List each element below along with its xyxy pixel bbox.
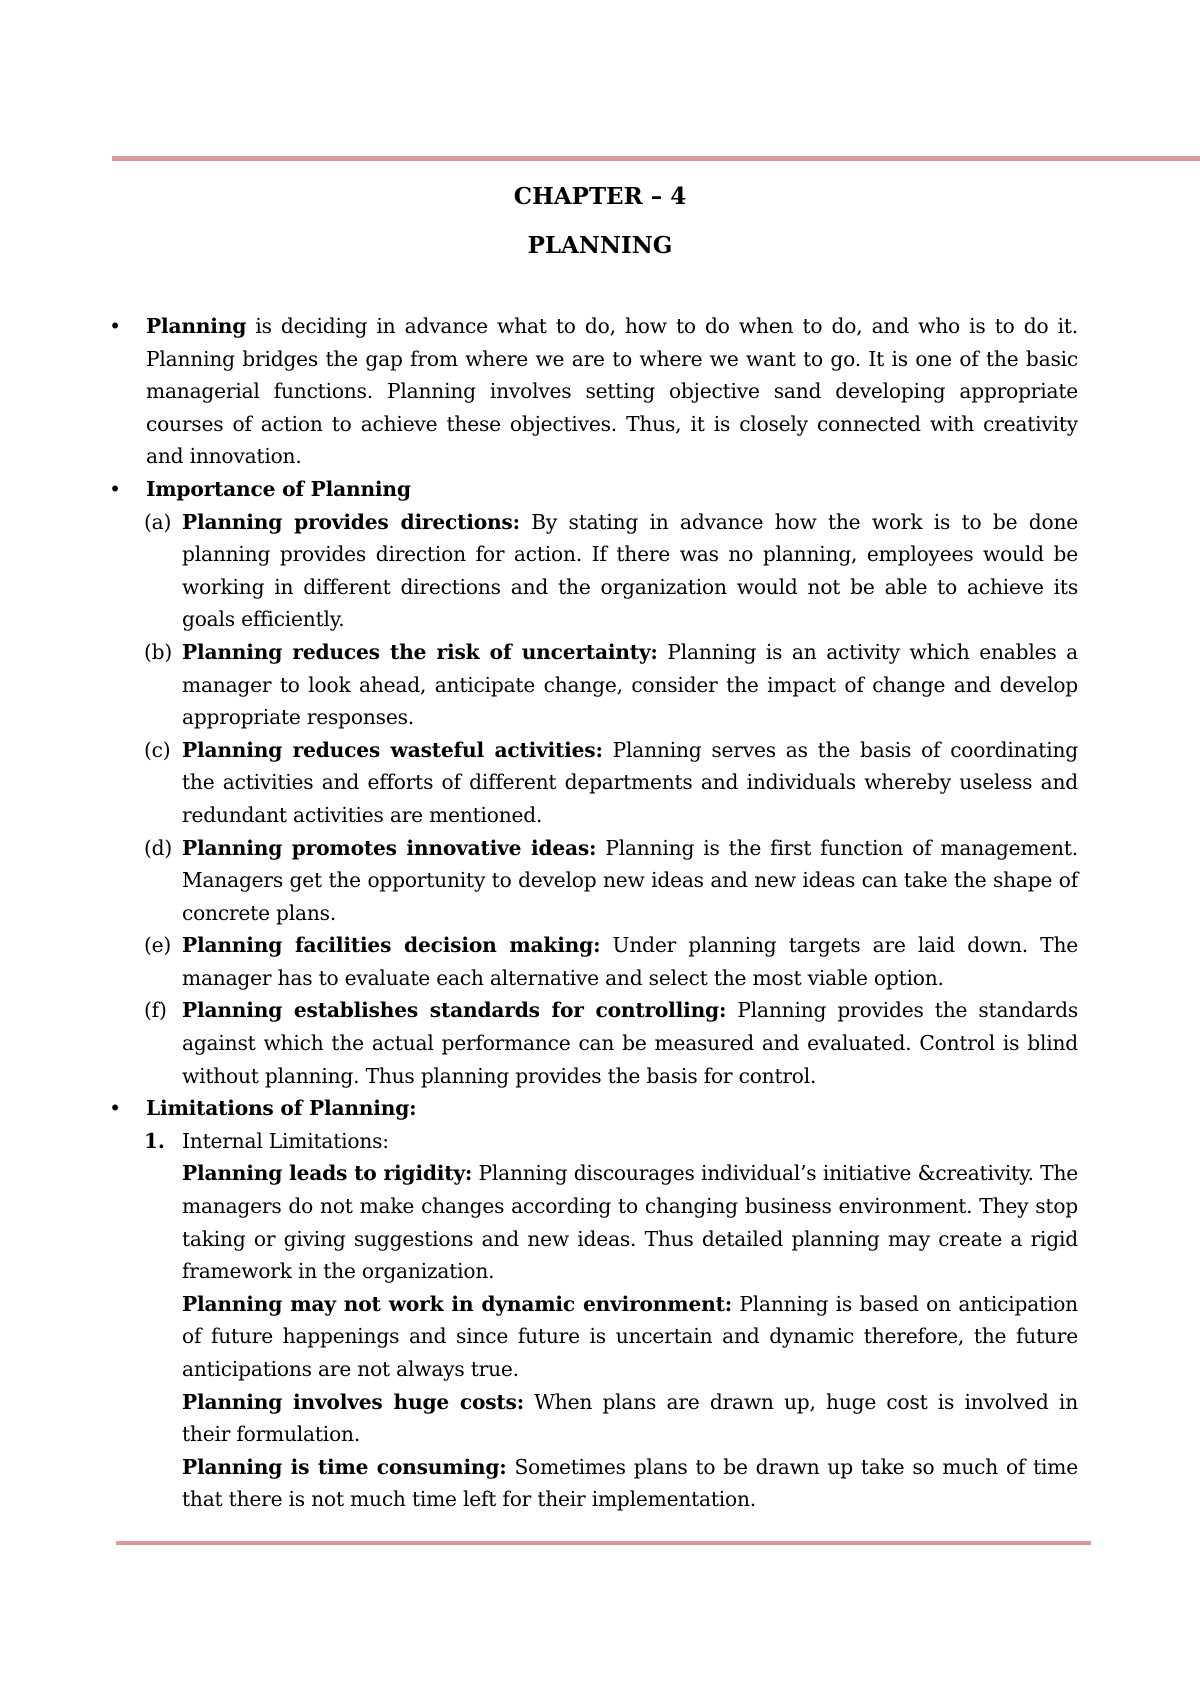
- importance-heading: Importance of Planning: [146, 476, 411, 501]
- importance-item: [108, 506, 1078, 636]
- item-term: Planning provides directions:: [182, 509, 520, 534]
- internal-limitations-heading: [108, 1125, 1078, 1158]
- limitation-term: Planning may not work in dynamic environment:: [182, 1291, 732, 1316]
- item-term: Planning establishes standards for controlling:: [182, 998, 727, 1023]
- item-text: Planning is an activity which enables a manager to look ahead, anticipate change, consider the impact of change and develop appropriate responses.: [182, 639, 1079, 730]
- bullet-icon: •: [109, 314, 121, 338]
- item-label: (c): [144, 737, 171, 762]
- page-body: [108, 310, 1078, 1516]
- intro-bullet: [108, 310, 1078, 473]
- intro-text: is deciding in advance what to do, how to do when to do, and who is to do it. Planning bridges the gap from where we are to where we want to go. It is one of the basic managerial functions. Planning involves setting objective sand developing appropriate courses of action to achieve these objectives. Thus, it is closely connected with creativity and innovation.: [146, 314, 1078, 469]
- sub-number: 1.: [144, 1128, 165, 1153]
- item-term: Planning reduces the risk of uncertainty:: [182, 639, 658, 664]
- item-label: (d): [144, 835, 173, 860]
- limitation-text: Planning discourages individual’s initiative &creativity. The managers do not make changes according to changing business environment. They stop taking or giving suggestions and new ideas. Thus detailed planning may create a rigid framework in the organization.: [182, 1161, 1078, 1284]
- limitations-heading: Limitations of Planning:: [146, 1096, 417, 1121]
- item-text: Planning is the first function of management. Managers get the opportunity to develop new ideas and new ideas can take the shape of concrete plans.: [182, 835, 1078, 925]
- item-label: (a): [144, 509, 172, 534]
- item-text: Planning serves as the basis of coordinating the activities and efforts of different departments and individuals whereby useless and redundant activities are mentioned.: [182, 737, 1078, 827]
- limitation-item: [108, 1451, 1078, 1516]
- limitation-text: Planning is based on anticipation of future happenings and since future is uncertain and dynamic therefore, the future anticipations are not always true.: [182, 1291, 1078, 1381]
- importance-item: [108, 929, 1078, 994]
- limitation-item: [108, 1157, 1078, 1287]
- limitation-term: Planning leads to rigidity:: [182, 1161, 473, 1186]
- item-term: Planning reduces wasteful activities:: [182, 737, 603, 762]
- item-term: Planning facilities decision making:: [182, 933, 601, 958]
- top-rule: [112, 156, 1200, 161]
- limitation-item: [108, 1386, 1078, 1451]
- limitation-term: Planning is time consuming:: [182, 1454, 507, 1479]
- item-text: Planning provides the standards against which the actual performance can be measured and evaluated. Control is blind without planning. Thus planning provides the basis for control.: [182, 998, 1078, 1088]
- importance-item: [108, 994, 1078, 1092]
- limitation-text: Sometimes plans to be drawn up take so much of time that there is not much time left for their implementation.: [182, 1454, 1078, 1512]
- importance-item: [108, 734, 1078, 832]
- item-label: (e): [144, 933, 172, 958]
- importance-item: [108, 636, 1078, 734]
- chapter-number: CHAPTER – 4: [513, 183, 687, 210]
- importance-bullet: [108, 473, 1078, 506]
- item-text: Under planning targets are laid down. The manager has to evaluate each alternative and select the most viable option.: [182, 933, 1078, 990]
- bottom-rule: [116, 1541, 1091, 1545]
- limitation-item: [108, 1288, 1078, 1386]
- limitations-bullet: [108, 1092, 1078, 1125]
- limitation-text: When plans are drawn up, huge cost is involved in their formulation.: [182, 1389, 1078, 1447]
- limitation-term: Planning involves huge costs:: [182, 1389, 524, 1414]
- item-term: Planning promotes innovative ideas:: [182, 835, 597, 860]
- chapter-title: PLANNING: [527, 232, 673, 259]
- intro-term: Planning: [146, 314, 247, 338]
- item-label: (f): [144, 998, 167, 1023]
- sub-heading-text: Internal Limitations:: [182, 1128, 389, 1153]
- bullet-icon: •: [109, 1096, 121, 1121]
- item-text: By stating in advance how the work is to be done planning provides direction for action. If there was no planning, employees would be working in different directions and the organization would not be able to achieve its goals efficiently.: [182, 509, 1078, 632]
- importance-item: [108, 832, 1078, 930]
- bullet-icon: •: [109, 476, 121, 501]
- item-label: (b): [144, 639, 173, 664]
